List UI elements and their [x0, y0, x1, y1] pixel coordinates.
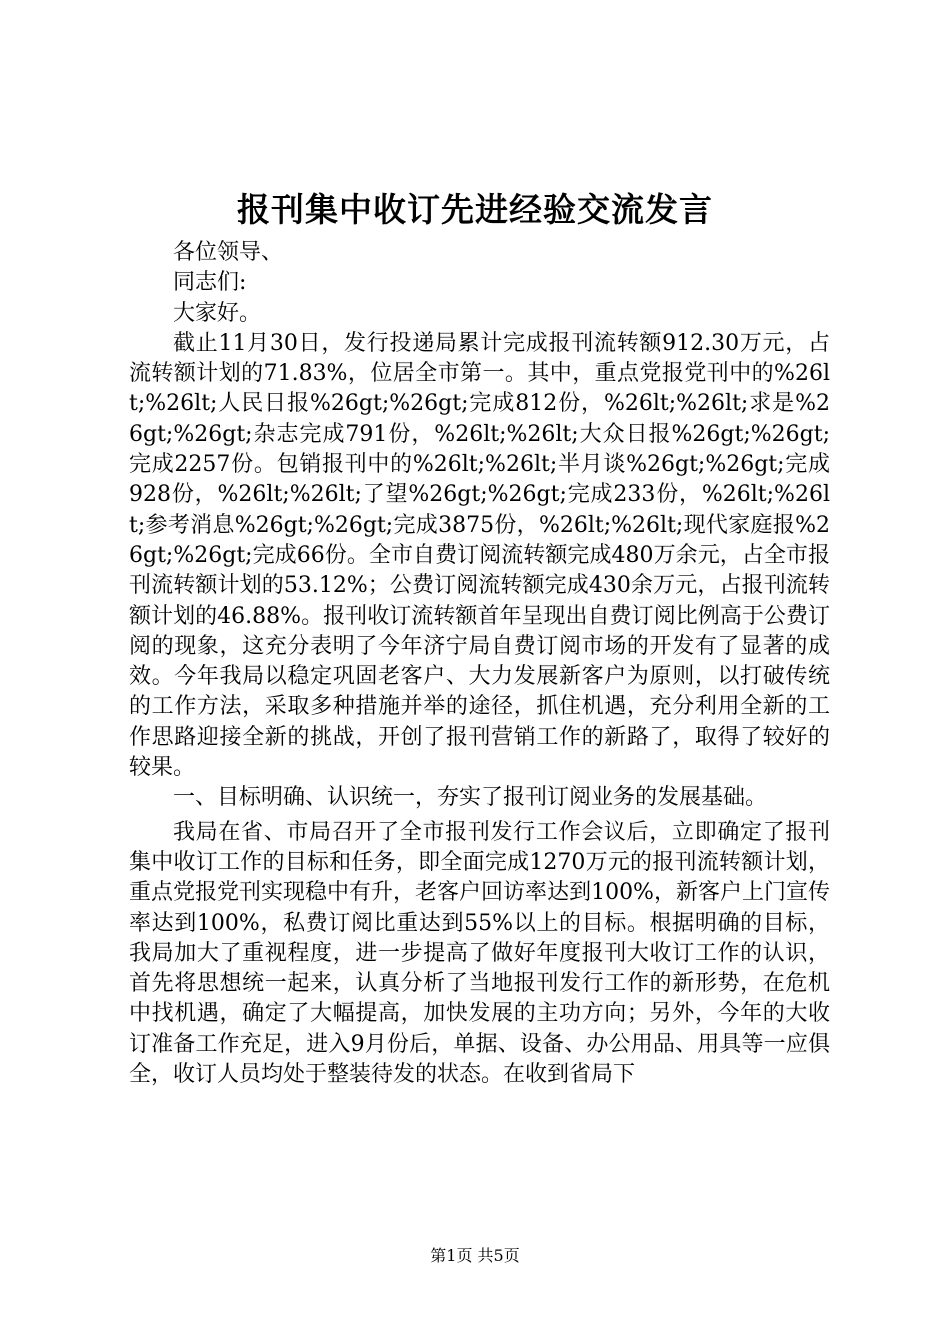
document-body	[129, 238, 830, 1090]
section-heading-1: 一、目标明确、认识统一，夯实了报刊订阅业务的发展基础。	[173, 785, 768, 811]
paragraph-results: 截止11月30日，发行投递局累计完成报刊流转额912.30万元，占流转额计划的71.83%，位居全市第一。其中，重点党报党刊中的%26lt;%26lt;人民日报%26gt;%26gt;完成812份，%26lt;%26lt;求是%26gt;%26gt;杂志完成791份，%26lt;%26lt;大众日报%26gt;%26gt;完成2257份。包销报刊中的%26lt;%26lt;半月谈%26gt;%26gt;完成928份，%26lt;%26lt;了望%26gt;%26gt;完成233份，%26lt;%26lt;参考消息%26gt;%26gt;完成3875份，%26lt;%26lt;现代家庭报%26gt;%26gt;完成66份。全市自费订阅流转额完成480万余元，占全市报刊流转额计划的53.12%；公费订阅流转额完成430余万元，占报刊流转额计划的46.88%。报刊收订流转额首年呈现出自费订阅比例高于公费订阅的现象，这充分表明了今年济宁局自费订阅市场的开发有了显著的成效。今年我局以稳定巩固老客户、大力发展新客户为原则，以打破传统的工作方法，采取多种措施并举的途径，抓住机遇，充分利用全新的工作思路迎接全新的挑战，开创了报刊营销工作的新路了，取得了较好的较果。	[129, 330, 830, 781]
salutation-leaders: 各位领导、	[173, 240, 284, 265]
salutation-comrades: 同志们:	[173, 270, 247, 296]
greeting: 大家好。	[173, 300, 262, 326]
paragraph-section-1: 我局在省、市局召开了全市报刊发行工作会议后，立即确定了报刊集中收订工作的目标和任务，即全面完成1270万元的报刊流转额计划，重点党报党刊实现稳中有升，老客户回访率达到100%，新客户上门宣传率达到100%，私费订阅比重达到55%以上的目标。根据明确的目标，我局加大了重视程度，进一步提高了做好年度报刊大收订工作的认识，首先将思想统一起来，认真分析了当地报刊发行工作的新形势，在危机中找机遇，确定了大幅提高，加快发展的主功方向；另外，今年的大收订准备工作充足，进入9月份后，单据、设备、办公用品、用具等一应俱全，收订人员均处于整装待发的状态。在收到省局下	[129, 819, 830, 1088]
page-number-footer: 第1页 共5页	[430, 1246, 520, 1265]
document-title: 报刊集中收订先进经验交流发言	[237, 190, 713, 229]
